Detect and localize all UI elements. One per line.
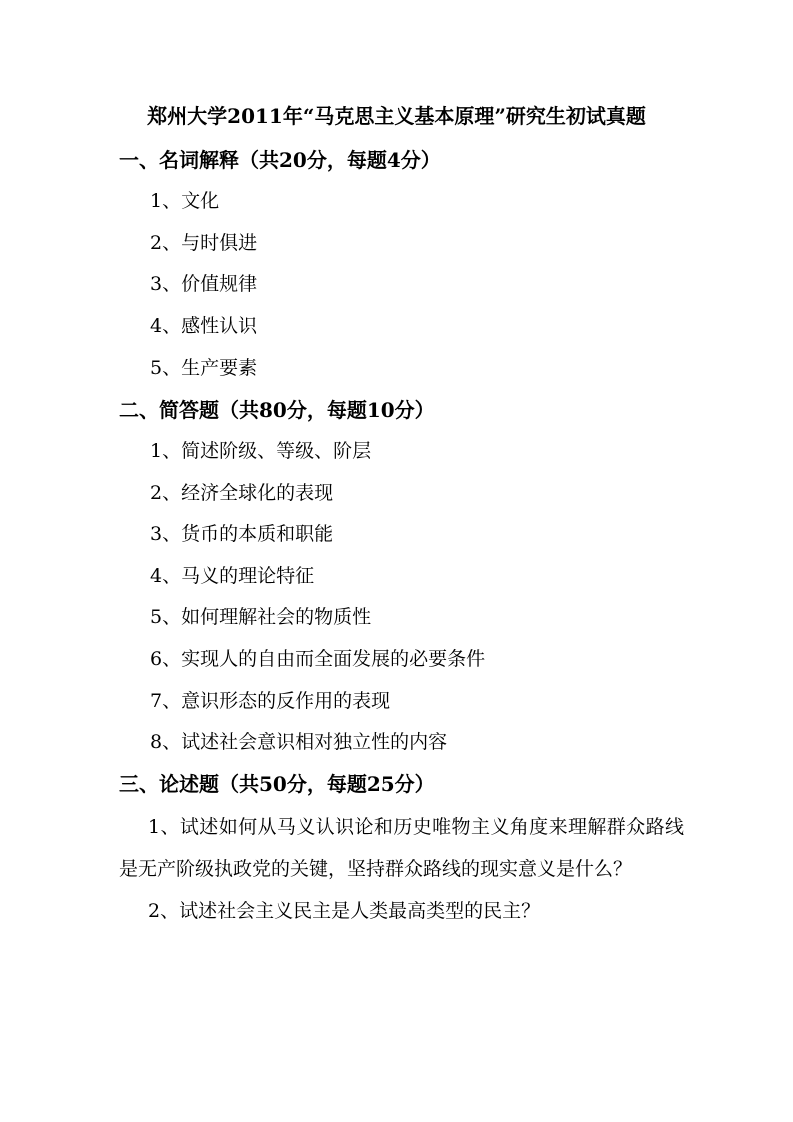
list-item: 1、简述阶级、等级、阶层 [150,440,372,462]
list-item: 5、如何理解社会的物质性 [150,606,372,628]
list-item: 8、试述社会意识相对独立性的内容 [150,731,448,753]
list-item: 3、价值规律 [150,273,258,295]
list-item: 2、与时俱进 [150,232,258,254]
essay-question: 1、试述如何从马义认识论和历史唯物主义角度来理解群众路线是无产阶级执政党的关键，坚持群众路线的现实意义是什么？ [119,816,684,880]
list-item: 4、感性认识 [150,315,258,337]
list-item: 2、经济全球化的表现 [150,482,334,504]
list-item: 5、生产要素 [150,357,258,379]
list-item: 1、文化 [150,190,220,212]
section-heading-essay: 三、论述题（共50分，每题25分） [119,772,435,796]
list-item: 4、马义的理论特征 [150,565,315,587]
list-item: 6、实现人的自由而全面发展的必要条件 [150,648,486,670]
page-title: 郑州大学2011年“马克思主义基本原理”研究生初试真题 [147,104,646,128]
list-item: 7、意识形态的反作用的表现 [150,690,391,712]
section-heading-terms: 一、名词解释（共20分，每题4分） [119,148,441,172]
essay-question: 2、试述社会主义民主是人类最高类型的民主？ [148,900,541,922]
list-item: 3、货币的本质和职能 [150,523,334,545]
section-heading-short-answer: 二、简答题（共80分，每题10分） [119,398,435,422]
